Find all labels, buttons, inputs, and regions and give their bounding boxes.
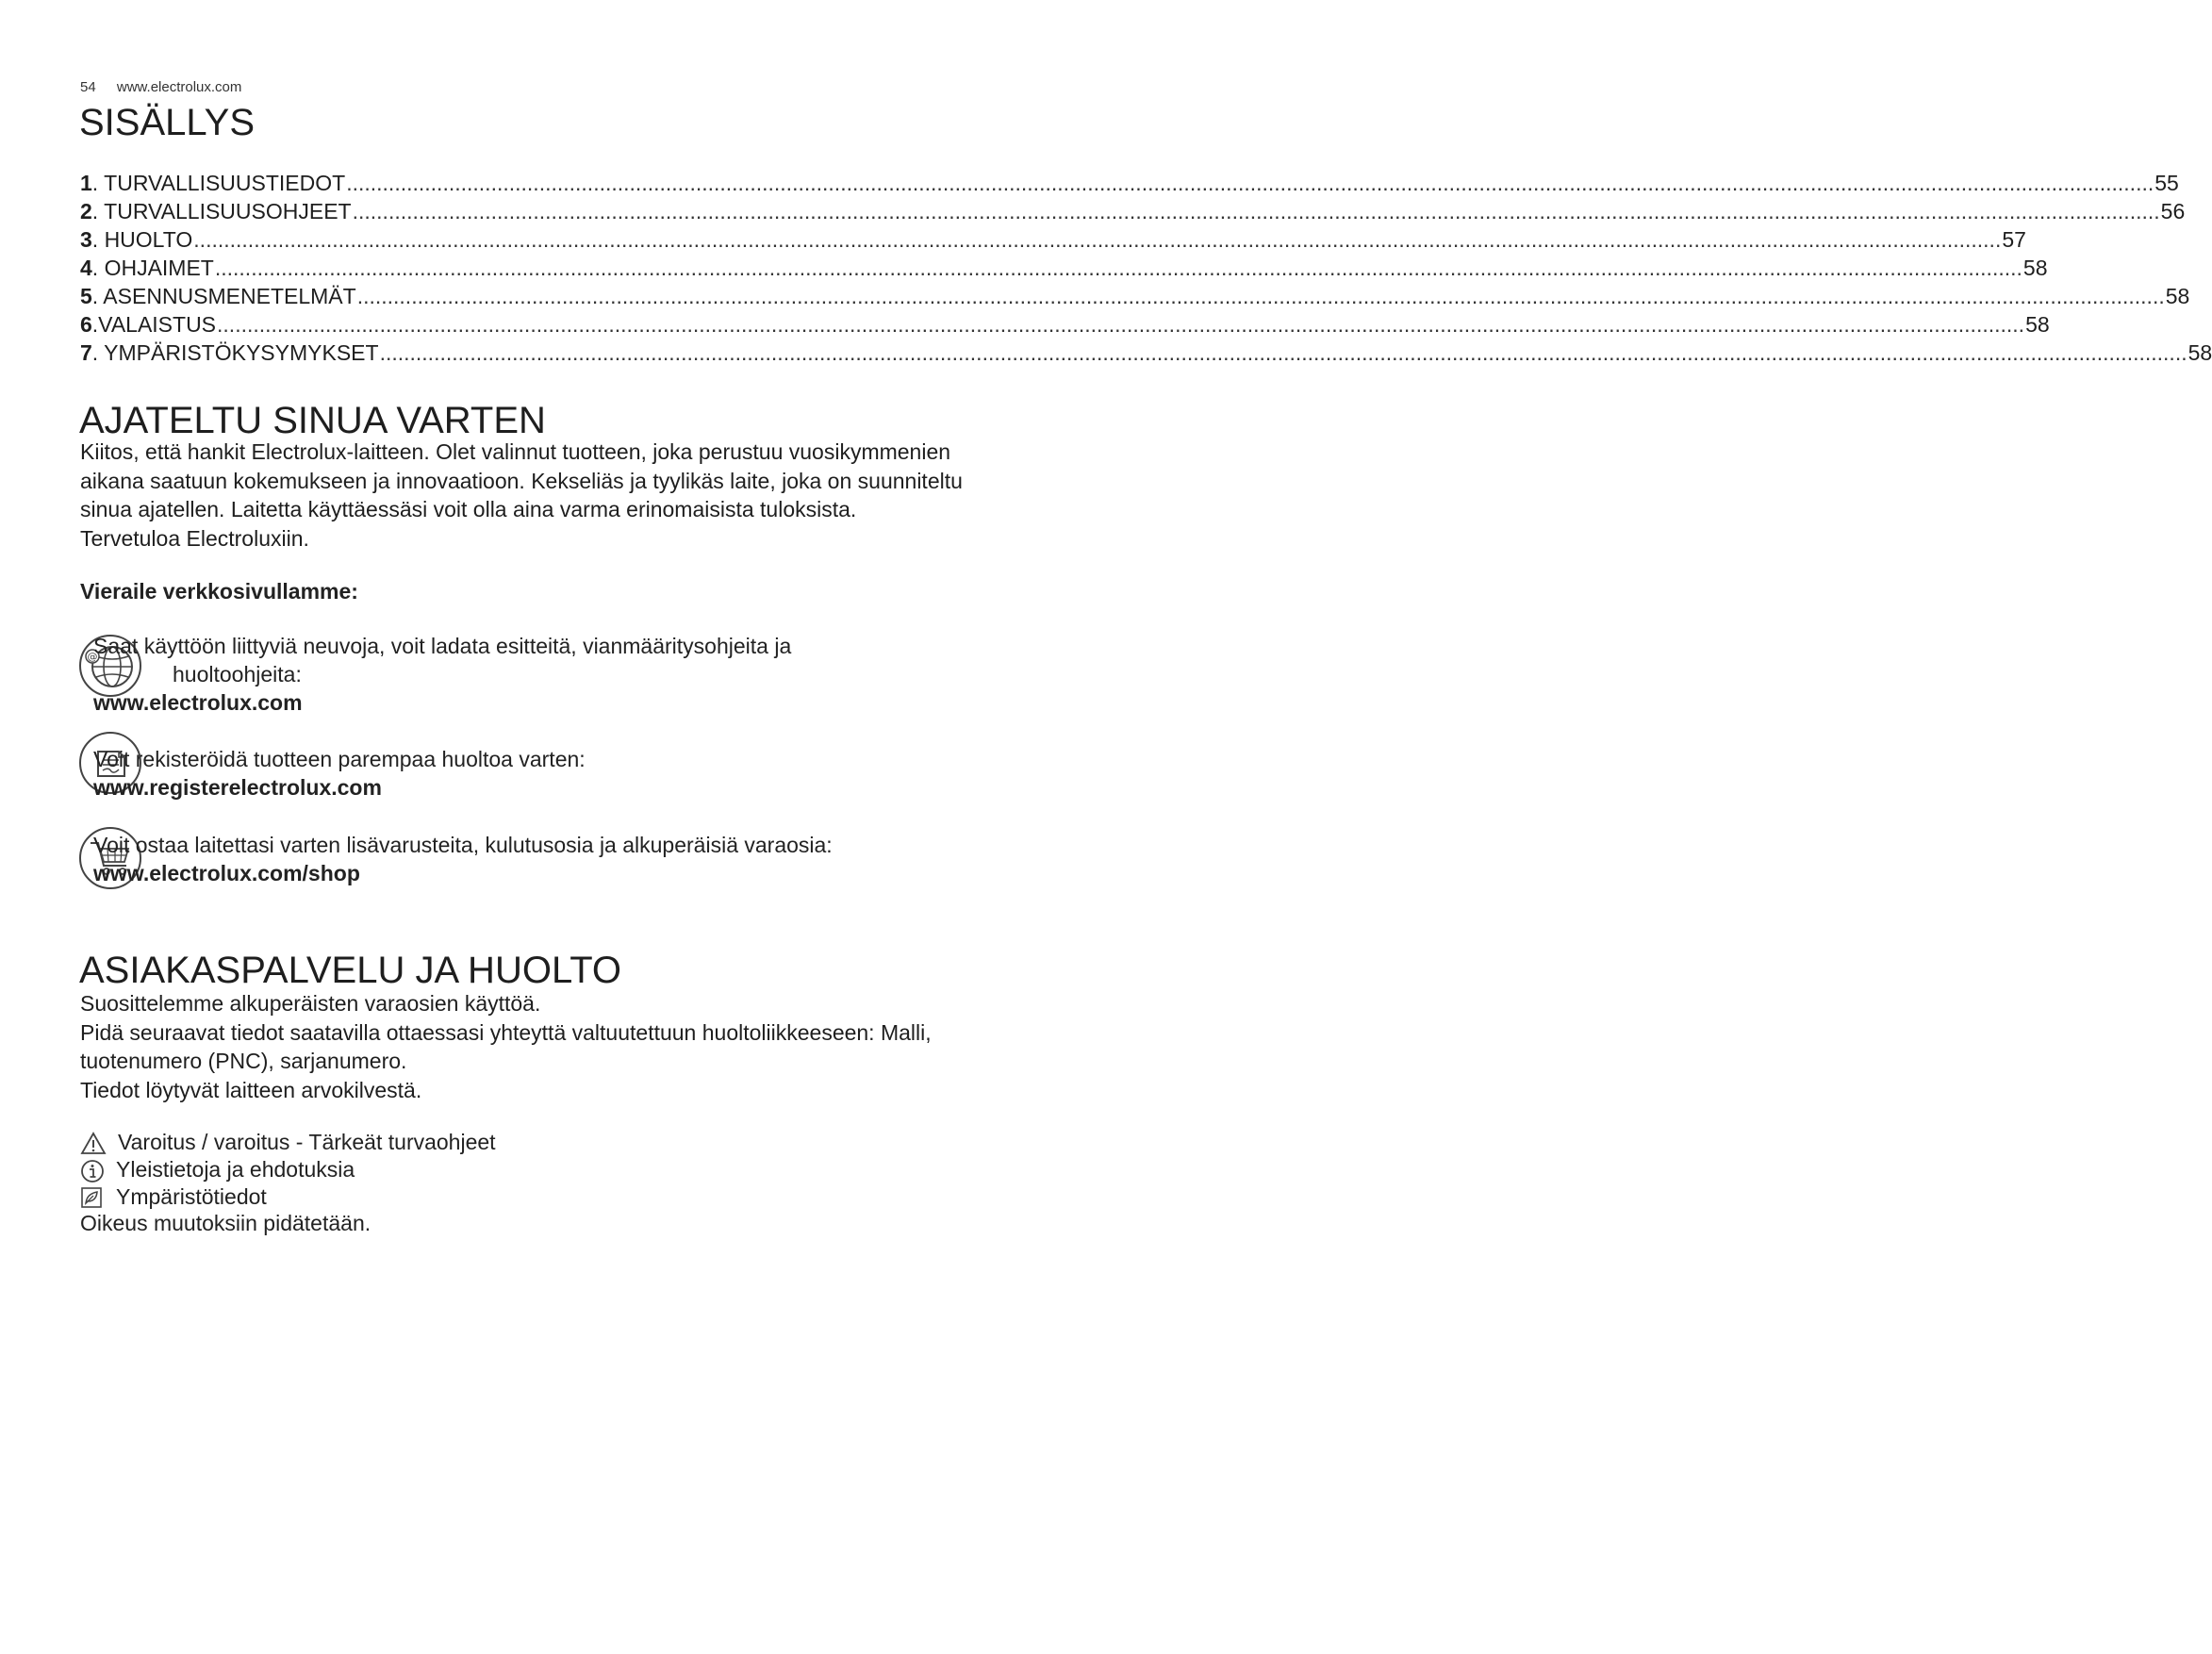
electrolux-link[interactable]: www.electrolux.com (93, 690, 303, 715)
intro-line: Tervetuloa Electroluxiin. (80, 525, 309, 551)
toc-item[interactable] (80, 339, 2212, 367)
customer-service-title: ASIAKASPALVELU JA HUOLTO (79, 950, 622, 991)
toc-item-label: . OHJAIMET (91, 256, 214, 280)
toc-item-label: . TURVALLISUUSTIEDOT (91, 171, 346, 195)
link-description: Saat käyttöön liittyviä neuvoja, voit ladata esitteitä, vianmääritysohjeita ja (93, 634, 792, 658)
toc-item-label: . YMPÄRISTÖKYSYMYKSET (91, 340, 379, 365)
toc-item-number: 7 (80, 340, 92, 365)
toc-item-label: . TURVALLISUUSOHJEET (91, 199, 352, 223)
intro-line: Kiitos, että hankit Electrolux-laitteen. Olet valinnut tuotteen, joka perustuu vuosikymmenien (80, 439, 951, 464)
toc-item-page: 56 (2160, 199, 2186, 223)
customer-service-text (80, 989, 1117, 1104)
toc-item-label: . HUOLTO (91, 227, 193, 252)
toc-leader: ............................................................................................................................................................................................................................................................................................................ (379, 340, 2187, 365)
toc-item[interactable] (80, 197, 2186, 225)
svg-text:@: @ (87, 651, 98, 663)
page-header (80, 79, 241, 95)
intro-line: aikana saatuun kokemukseen ja innovaatioon. Kekseliäs ja tyylikäs laite, joka on suunniteltu (80, 468, 963, 493)
toc-item[interactable] (80, 254, 2048, 282)
toc-item-number: 6 (80, 312, 92, 337)
toc-leader: ............................................................................................................................................................................................................................................................................................................ (352, 199, 2160, 223)
toc-item-page: 55 (2154, 171, 2179, 195)
toc-item-number: 4 (80, 256, 92, 280)
toc-item-label: .VALAISTUS (91, 312, 217, 337)
warning-icon (80, 1132, 107, 1155)
toc-item[interactable] (80, 169, 2179, 197)
toc-item[interactable] (80, 282, 2190, 310)
toc-item-page: 58 (2165, 284, 2190, 308)
toc-item-number: 3 (80, 227, 92, 252)
link-description: Voit ostaa laitettasi varten lisävarusteita, kulutusosia ja alkuperäisiä varaosia: (93, 833, 833, 857)
toc-item-number: 5 (80, 284, 92, 308)
toc-item[interactable] (80, 225, 2026, 254)
customer-line: Tiedot löytyvät laitteen arvokilvestä. (80, 1077, 422, 1102)
toc-item-number: 2 (80, 199, 92, 223)
intro-line: sinua ajatellen. Laitetta käyttäessäsi voit olla aina varma erinomaisista tuloksista. (80, 497, 857, 521)
page-number: 54 (80, 79, 96, 95)
table-of-contents (80, 169, 2212, 367)
shop-link[interactable]: www.electrolux.com/shop (93, 861, 360, 885)
toc-leader: ............................................................................................................................................................................................................................................................................................................ (214, 256, 2022, 280)
intro-title: AJATELTU SINUA VARTEN (79, 400, 546, 441)
toc-title: SISÄLLYS (79, 102, 256, 143)
customer-line: tuotenumero (PNC), sarjanumero. (80, 1049, 407, 1073)
toc-item-page: 58 (2025, 312, 2050, 337)
toc-leader: ............................................................................................................................................................................................................................................................................................................ (356, 284, 2165, 308)
customer-line: Suosittelemme alkuperäisten varaosien käyttöä. (80, 991, 541, 1016)
website-header: www.electrolux.com (116, 79, 242, 95)
toc-item[interactable] (80, 310, 2050, 339)
toc-leader: ............................................................................................................................................................................................................................................................................................................ (193, 227, 2002, 252)
register-link[interactable]: www.registerelectrolux.com (93, 775, 382, 800)
legend-label: Ympäristötiedot (116, 1184, 267, 1209)
environment-icon (80, 1186, 103, 1209)
toc-item-page: 58 (2187, 340, 2212, 365)
toc-item-page: 57 (2002, 227, 2026, 252)
toc-item-page: 58 (2022, 256, 2048, 280)
link-description: Voit rekisteröidä tuotteen parempaa huoltoa varten: (93, 747, 586, 771)
info-icon (80, 1159, 105, 1183)
visit-heading: Vieraile verkkosivullamme: (80, 579, 358, 604)
legend-label: Varoitus / varoitus - Tärkeät turvaohjeet (118, 1130, 496, 1154)
link-description-cont: huoltoohjeita: (173, 662, 302, 686)
customer-line: Pidä seuraavat tiedot saatavilla ottaessasi yhteyttä valtuutettuun huoltoliikkeeseen: Malli, (80, 1019, 932, 1045)
toc-leader: ............................................................................................................................................................................................................................................................................................................ (346, 171, 2154, 195)
disclaimer-note: Oikeus muutoksiin pidätetään. (80, 1211, 371, 1235)
toc-leader: ............................................................................................................................................................................................................................................................................................................ (217, 312, 2025, 337)
toc-item-number: 1 (80, 171, 92, 195)
intro-text (80, 438, 1117, 553)
toc-item-label: . ASENNUSMENETELMÄT (91, 284, 356, 308)
legend-label: Yleistietoja ja ehdotuksia (116, 1157, 355, 1182)
